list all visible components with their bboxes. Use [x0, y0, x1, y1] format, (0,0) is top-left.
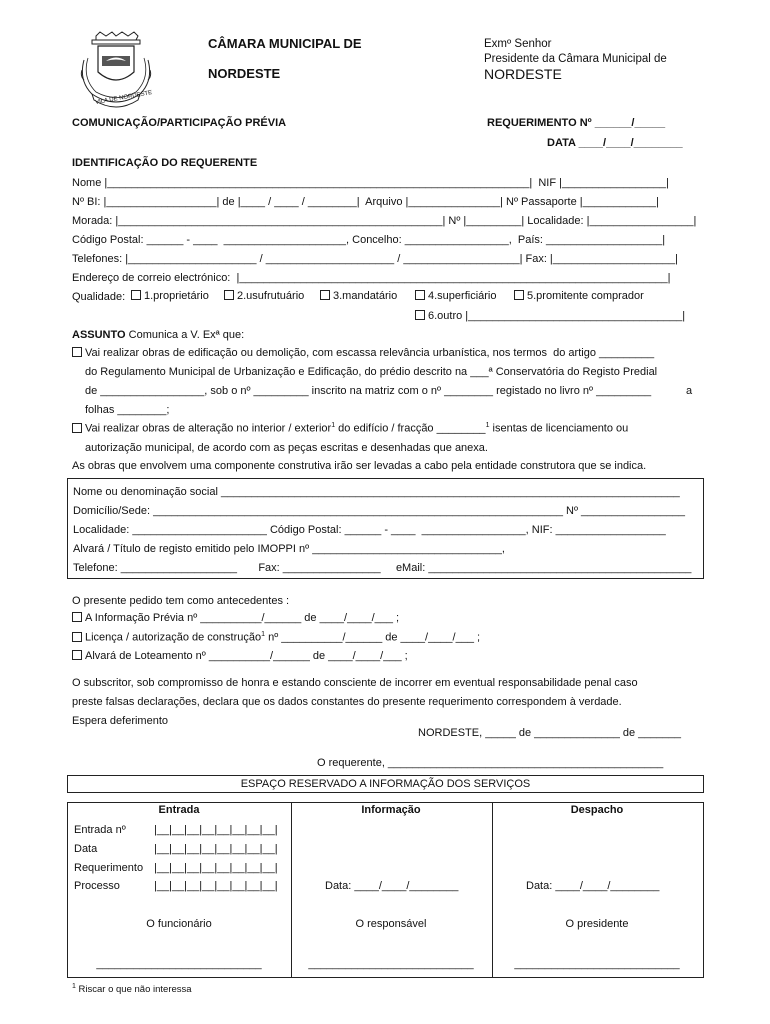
antecedentes-heading: O presente pedido tem como antecedentes : — [72, 595, 290, 607]
identification-heading: IDENTIFICAÇÃO DO REQUERENTE — [72, 157, 258, 169]
servicos-bar: ESPAÇO RESERVADO A INFORMAÇÃO DOS SERVIÇOS — [67, 775, 704, 793]
council-title-line2: NORDESTE — [208, 66, 281, 81]
addressee-line1: Exmº Senhor — [484, 38, 552, 50]
sig-funcionario-line[interactable]: ___________________________ — [96, 958, 262, 970]
checkbox[interactable] — [224, 290, 234, 300]
checkbox[interactable] — [72, 632, 82, 642]
declaracao-line2: preste falsas declarações, declara que os dados constantes do presente requerimento correspondem à verdade. — [72, 696, 622, 708]
requerente-signature-field[interactable]: O requerente, _____________________________________________ — [317, 757, 664, 769]
col-despacho-header: Despacho — [570, 804, 624, 816]
field-email[interactable]: Endereço de correio electrónico: |______________________________________________________________________| — [72, 272, 671, 284]
construtora-telefone[interactable]: Telefone: ___________________ Fax: ________________ eMail: ___________________________________________ — [73, 562, 692, 574]
option-superficiario[interactable]: 4.superficiário — [415, 290, 496, 303]
checkbox[interactable] — [72, 612, 82, 622]
entrada-boxes[interactable]: |__|__|__|__|__|__|__|__| — [154, 824, 278, 836]
option-proprietario[interactable]: 1.proprietário — [131, 290, 209, 303]
antecedente-informacao-previa[interactable]: A Informação Prévia nº __________/______ de ____/____/___ ; — [72, 612, 399, 625]
declaracao-line3: Espera deferimento — [72, 715, 168, 727]
despacho-date-field[interactable]: Data: ____/____/________ — [526, 880, 660, 892]
crest-motto: VILA DE NORDESTE — [94, 90, 153, 106]
addressee-line2: Presidente da Câmara Municipal de — [484, 53, 667, 65]
checkbox[interactable] — [131, 290, 141, 300]
field-postal[interactable]: Código Postal: ______ - ____ ____________________, Concelho: _________________, País: ___________________| — [72, 234, 666, 246]
col-informacao-header: Informação — [361, 804, 421, 816]
processo-boxes[interactable]: |__|__|__|__|__|__|__|__| — [154, 880, 278, 892]
column-divider — [291, 803, 292, 977]
checkbox[interactable] — [72, 650, 82, 660]
checkbox[interactable] — [72, 347, 82, 357]
column-divider — [492, 803, 493, 977]
row-label-processo: Processo — [74, 880, 120, 892]
sig-responsavel-line[interactable]: ___________________________ — [308, 958, 474, 970]
footnote: $^1$ Riscar o que não interessa — [72, 983, 192, 996]
construtora-localidade[interactable]: Localidade: ______________________ Código Postal: ______ - ____ _________________, NIF: __________________ — [73, 524, 666, 536]
requerimento-boxes[interactable]: |__|__|__|__|__|__|__|__| — [154, 862, 278, 874]
assunto-option-alteracao[interactable]: Vai realizar obras de alteração no interior / exterior$^1$ do edifício / fracção ________$^1$ isentas de licenciamento ou — [72, 422, 628, 435]
council-title-line1: CÂMARA MUNICIPAL DE — [208, 36, 362, 51]
construtora-alvara[interactable]: Alvará / Título de registo emitido pelo IMOPPI nº _______________________________, — [73, 543, 505, 555]
assunto-intro: ASSUNTO Comunica a V. Exª que: — [72, 329, 245, 341]
sig-responsavel-label: O responsável — [355, 918, 427, 930]
field-bi-passport[interactable]: Nº BI: |__________________| de |____ / ____ / ________| Arquivo |_______________| Nº Passaporte |____________| — [72, 196, 659, 208]
field-name-nif[interactable]: Nome |_____________________________________________________________________| NIF |_________________| — [72, 177, 669, 189]
option-usufrutuario[interactable]: 2.usufrutuário — [224, 290, 304, 303]
qualidade-label: Qualidade: — [72, 291, 126, 303]
informacao-date-field[interactable]: Data: ____/____/________ — [325, 880, 459, 892]
addressee-line3: NORDESTE — [484, 66, 562, 82]
field-phones[interactable]: Telefones: |_____________________ / _____________________ / ___________________| Fax: |____________________| — [72, 253, 679, 265]
antecedente-licenca[interactable]: Licença / autorização de construção$^1$ nº __________/______ de ____/____/___ ; — [72, 631, 480, 644]
field-address[interactable]: Morada: |_____________________________________________________| Nº |_________| Localidade: |_________________| — [72, 215, 697, 227]
checkbox[interactable] — [514, 290, 524, 300]
row-label-requerimento: Requerimento — [74, 862, 144, 874]
assunto-option-obras[interactable]: Vai realizar obras de edificação ou demolição, com escassa relevância urbanística, nos termos do artigo _________ — [72, 347, 654, 360]
assunto-option-obras-line3: de _________________, sob o nº _________ inscrito na matriz com o nº ________ registado no livro nº _________ — [85, 385, 652, 397]
request-number: REQUERIMENTO Nº ______/_____ — [487, 117, 666, 129]
sig-funcionario-label: O funcionário — [146, 918, 212, 930]
assunto-option-obras-line4: folhas ________; — [85, 404, 170, 416]
checkbox[interactable] — [415, 310, 425, 320]
checkbox[interactable] — [320, 290, 330, 300]
option-promitente[interactable]: 5.promitente comprador — [514, 290, 644, 303]
sig-presidente-label: O presidente — [565, 918, 629, 930]
construtora-sede[interactable]: Domicílio/Sede: ___________________________________________________________________ Nº _________________ — [73, 505, 686, 517]
data-boxes[interactable]: |__|__|__|__|__|__|__|__| — [154, 843, 278, 855]
assunto-option-obras-line2: do Regulamento Municipal de Urbanização e Edificação, do prédio descrito na ___ª Conservatória do Registo Predial — [85, 366, 658, 378]
assunto-footer: As obras que envolvem uma componente construtiva irão ser levadas a cabo pela entidade construtora que se indica. — [72, 460, 647, 472]
checkbox[interactable] — [72, 423, 82, 433]
assunto-option-obras-line3-end: a — [686, 385, 693, 397]
checkbox[interactable] — [415, 290, 425, 300]
construtora-nome[interactable]: Nome ou denominação social ___________________________________________________________________________ — [73, 486, 680, 498]
assunto-option-alteracao-line2: autorização municipal, de acordo com as peças escritas e desenhadas que anexa. — [85, 442, 488, 454]
row-label-data: Data — [74, 843, 98, 855]
col-entrada-header: Entrada — [158, 804, 200, 816]
place-date-field[interactable]: NORDESTE, _____ de ______________ de _______ — [418, 727, 681, 739]
option-outro[interactable]: 6.outro |___________________________________| — [415, 310, 685, 323]
declaracao-line1: O subscritor, sob compromisso de honra e estando consciente de incorrer em eventual responsabilidade penal caso — [72, 677, 638, 689]
document-type: COMUNICAÇÃO/PARTICIPAÇÃO PRÉVIA — [72, 117, 287, 129]
antecedente-alvara-loteamento[interactable]: Alvará de Loteamento nº __________/______ de ____/____/___ ; — [72, 650, 408, 663]
request-date: DATA ____/____/________ — [547, 137, 683, 149]
row-label-entrada: Entrada nº — [74, 824, 126, 836]
option-mandatario[interactable]: 3.mandatário — [320, 290, 397, 303]
sig-presidente-line[interactable]: ___________________________ — [514, 958, 680, 970]
